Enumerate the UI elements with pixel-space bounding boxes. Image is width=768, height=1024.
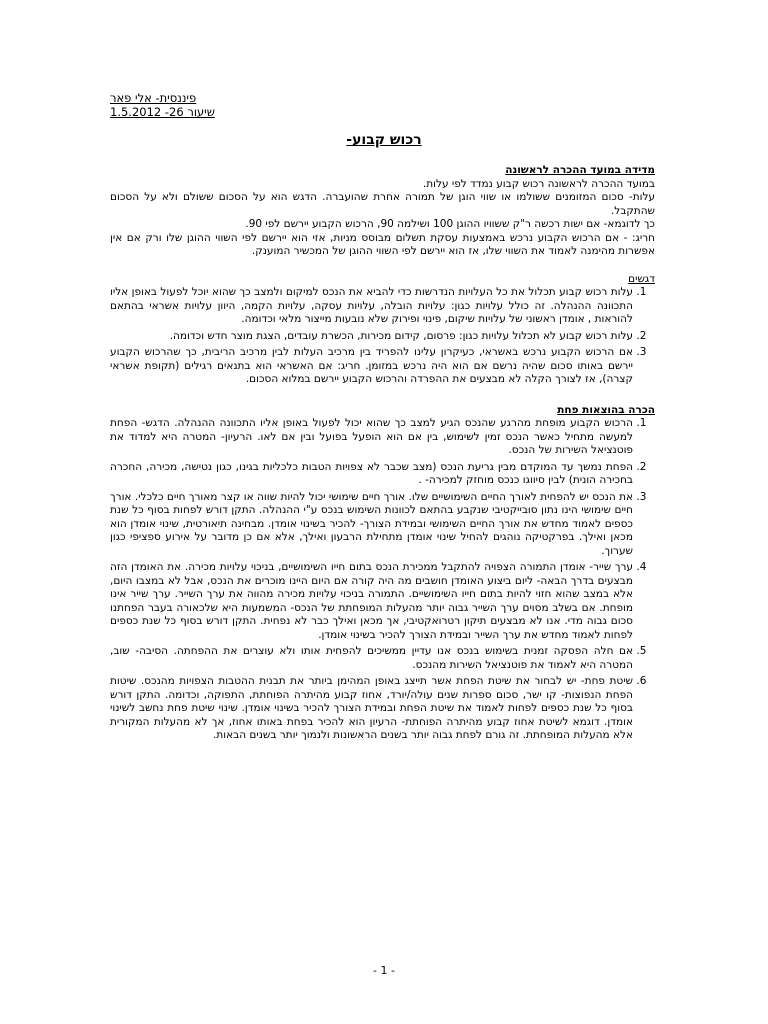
lesson-line: שיעור 26- 1.5.2012 xyxy=(110,105,215,119)
list-item: 1. עלות רכוש קבוע תכלול את כל העלויות הנדרשות כדי להביא את הנכס למיקום ולמצב כך שהוא יוכל לפעול באופן אליו התכוונה ההנהלה. זה כולל עלויות כגון: עלויות הובלה, עלויות עסקה, עלויות הקמה, היוון עלויות אשראי בהתאם להוראות , אומדן ראשוני של עלויות שיקום, פינוי ופירוק שלא נובעות מייצור מלאי וכדומה. xyxy=(110,286,633,327)
list-item: 6. שיטת פחת- יש לבחור את שיטת הפחת אשר תייצג באופן המהימן ביותר את תבנית ההטבות הצפויות מהנכס. שיטות הפחת הנפוצות- קו ישר, סכום ספרות שנים עולה/יורד, אחוז קבוע מהיתרה הפוחתת, התפוקה, וכדומה. התקן דורש בסוף כל שנת כספים לפחות לאמוד את שיטת הפחת ובמידת הצורך להכיר בשינוי אומדן. שינוי שיטת פחת נחשב לשינוי אומדן. דוגמא לשיטת אחוז קבוע מהיתרה הפוחתת- הרעיון הוא להכיר בפחת באותו אחוז, אך לא מהעלות המקורית אלא מהעלות המופחתת. זה גורם לפחת גבוה יותר בשנים הראשונות ולנמוך יותר בשנים הבאות. xyxy=(110,675,633,743)
section-heading-highlights: דגשים xyxy=(628,272,655,285)
document-header xyxy=(110,91,330,119)
list-item: 2. עלות רכוש קבוע לא תכלול עלויות כגון: פרסום, קידום מכירות, הכשרת עובדים, הצגת מוצר חדש וכדומה. xyxy=(110,330,633,344)
document-body xyxy=(110,164,655,746)
list-item: 4. ערך שייר- אומדן התמורה הצפויה להתקבל ממכירת הנכס בתום חייו השימושיים, בניכוי עלויות מכירה. את האומדן הזה מבצעים בדרך הבאה- ליום ביצוע האומדן חושבים מה היה קורה אם היום היינו מוכרים את הנכס, אבל לא במצבו היום, אלא במצב שהוא חזוי להיות בתום חייו השימושיים. התמורה בניכוי עלויות מכירה מהווה את ערך השייר. ערך שייר אינו מופחת. אם בשלב מסוים ערך השייר גבוה יותר מהעלות המופחתת של הנכס- המשמעות היא שלכאורה בעבר הפחתנו סכום גבוה מדי. אנו לא מבצעים תיקון רטרואקטיבי, אך מכאן ואילך כבר לא נפחית. התקן דורש בסוף כל שנת כספים לפחות לאמוד מחדש את ערך השייר ובמידת הצורך להכיר בשינוי אומדן. xyxy=(110,561,633,642)
depreciation-list xyxy=(110,417,655,743)
paragraph: במועד ההכרה לראשונה רכוש קבוע נמדד לפי עלות. xyxy=(422,177,655,190)
section-heading-initial-measurement: מדידה במועד ההכרה לראשונה xyxy=(505,164,655,176)
list-item: 5. אם חלה הפסקה זמנית בשימוש בנכס אנו עדיין ממשיכים להפחית אותו ולא עוצרים את ההפחתה. הסיבה- שוב, המטרה היא לאמוד את פוטנציאל השירות מהנכס. xyxy=(110,645,633,672)
page-title-text: רכוש קבוע- xyxy=(346,132,422,148)
list-item: 3. את הנכס יש להפחית לאורך החיים השימושיים שלו. אורך חיים שימושי יכול להיות שווה או קצר מאורך חיים כלכלי. אורך חיים שימושי הינו נתון סובייקטיבי שנקבע בהתאם לכוונות השימוש בנכס ע"י ההנהלה. התקן דורש לפחות בסוף כל שנת כספים לאמוד מחדש את אורך החיים השימושי ובמידת הצורך- להכיר בשינוי אומדן. מבחינה תיאורטית, שינוי אומדן הוא מכאן ואילך. בפרקטיקה נוהגים להחיל שינוי אומדן מתחילת הרבעון ואילך, אלא אם כן מדובר על אירוע ספציפי כגון שערוך. xyxy=(110,491,633,559)
section-heading-depreciation: הכרה בהוצאות פחת xyxy=(557,403,655,416)
paragraph: חריג: - אם הרכוש הקבוע נרכש באמצעות עסקת תשלום מבוסס מניות, אזי הוא יירשם לפי השווי ההוגן שלו ורק אם אין אפשרות מהימנה לאמוד את השווי שלו, אז הוא יירשם לפי השווי ההוגן של המכשיר המוענק. xyxy=(110,231,655,257)
list-item: 1. הרכוש הקבוע מופחת מהרגע שהנכס הגיע למצב כך שהוא יכול לפעול באופן אליו התכוונה ההנהלה. הדגש- הפחת למעשה מתחיל כאשר הנכס זמין לשימוש, בין אם הוא הופעל בפועל ובין אם לאו. הרעיון- המטרה היא למדוד את פוטנציאל השירות של הנכס. xyxy=(110,417,633,458)
course-line: פיננסית- אלי פאר xyxy=(110,91,197,105)
page-title xyxy=(0,132,768,148)
paragraph: כך לדוגמא- אם ישות רכשה ר"ק ששוויו ההוגן 100 ושילמה 90, הרכוש הקבוע יירשם לפי 90. xyxy=(245,218,655,230)
list-item: 3. אם הרכוש הקבוע נרכש באשראי, כעיקרון עלינו להפריד בין מרכיב העלות לבין מרכיב הריבית, כך שהרכוש הקבוע יירשם באותו סכום שהיה נרשם אם הוא היה נרכש במזומן. חריג: אם האשראי הוא בתנאים רגילים (תקופת אשראי קצרה), אז לצורך הקלה לא מבצעים את ההפרדה והרכוש הקבוע יירשם במלוא הסכום. xyxy=(110,346,633,387)
page-number: - 1 - xyxy=(373,964,395,977)
highlights-list xyxy=(110,286,655,387)
paragraph: עלות- סכום המזומנים ששולמו או שווי הוגן של תמורה אחרת שהועברה. הדגש הוא על הסכום ששולם ולא על הסכום שהתקבל. xyxy=(110,191,655,217)
list-item: 2. הפחת נמשך עד המוקדם מבין גריעת הנכס (מצב שכבר לא צפויות הטבות כלכליות בגינו, כגון נטישה, מכירה, החכרה בחכירה הונית) לבין סיווגו כנכס מוחזק למכירה- . xyxy=(110,461,633,488)
